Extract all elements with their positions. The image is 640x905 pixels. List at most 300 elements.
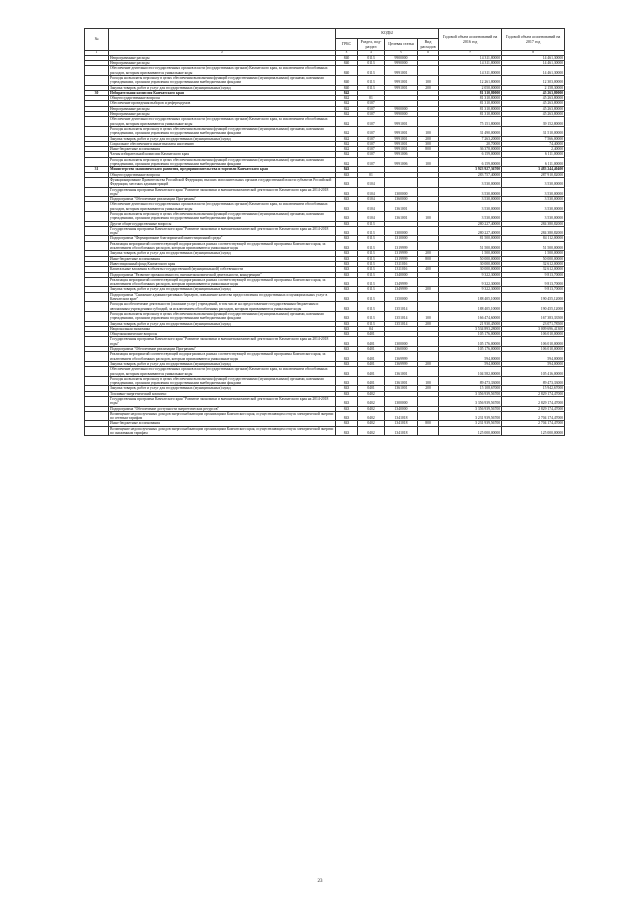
row-expense-type: [418, 396, 439, 406]
row-razdel: 0401: [358, 367, 385, 377]
row-razdel: 0113: [358, 267, 385, 272]
row-target: 1300000: [385, 396, 418, 406]
row-name: Подпрограмма "Обеспечение доступности энергетических ресурсов": [109, 406, 336, 411]
row-amount-2017: 32 612,00000: [502, 261, 565, 266]
row-amount-2016: 3 530,00000: [439, 202, 502, 212]
row-grbs: 842: [336, 126, 358, 136]
row-grbs: 843: [336, 396, 358, 406]
row-number: [85, 126, 109, 136]
row-name: Инвестиционный фонд Камчатского края: [109, 261, 336, 266]
row-number: [85, 367, 109, 377]
row-target: 1361001: [385, 376, 418, 386]
row-target: 1351014: [385, 302, 418, 312]
table-row: [85, 212, 565, 222]
row-expense-type: [418, 352, 439, 362]
row-expense-type: [418, 202, 439, 212]
row-amount-2016: 14 311,80000: [439, 61, 502, 66]
row-razdel: 0113: [358, 251, 385, 256]
row-amount-2017: 1 500,00000: [502, 251, 565, 256]
row-amount-2016: 21 930,45000: [439, 321, 502, 326]
row-name: Государственная программа Камчатского края "Развитие экономики и внешнеэкономической деятельности Камчатского края на 2014-2018 годы": [109, 396, 336, 406]
row-amount-2016: 125 000,00000: [439, 426, 502, 436]
row-razdel: 0113: [358, 272, 385, 277]
row-grbs: 842: [336, 136, 358, 141]
row-razdel: 01: [358, 96, 385, 101]
row-amount-2017: 45 263,80000: [502, 90, 565, 95]
row-razdel: 0113: [358, 261, 385, 266]
row-target: 9900000: [385, 106, 418, 111]
row-expense-type: 100: [418, 311, 439, 321]
row-target: 1311016: [385, 261, 418, 266]
index-cell: 8: [502, 51, 565, 56]
row-expense-type: [418, 117, 439, 127]
row-amount-2017: 2 158,30000: [502, 85, 565, 90]
row-razdel: 0113: [358, 311, 385, 321]
row-name: Подпрограмма "Развитие промышленности, внешнеэкономической деятельности, конкуренции": [109, 272, 336, 277]
row-amount-2017: 3 530,00000: [502, 197, 565, 202]
row-amount-2017: 106 010,00000: [502, 332, 565, 337]
row-target: 9900000: [385, 55, 418, 60]
row-name: Избирательная комиссия Камчатского края: [109, 90, 336, 95]
row-razdel: 0107: [358, 141, 385, 146]
row-amount-2016: 3 356 939,56700: [439, 391, 502, 396]
row-amount-2017: 89 473,33000: [502, 376, 565, 386]
row-target: 1340000: [385, 272, 418, 277]
row-grbs: 842: [336, 106, 358, 111]
row-amount-2016: 15 108,67000: [439, 386, 502, 391]
table-row: [85, 187, 565, 197]
table-row: [85, 66, 565, 76]
row-razdel: 0107: [358, 157, 385, 167]
row-amount-2017: 9 813,70000: [502, 272, 565, 277]
row-expense-type: 200: [418, 321, 439, 326]
row-number: [85, 177, 109, 187]
row-number: [85, 202, 109, 212]
row-razdel: 0107: [358, 136, 385, 141]
row-name: Иные бюджетные ассигнования: [109, 421, 336, 426]
row-amount-2017: 14 461,30000: [502, 55, 565, 60]
row-expense-type: [418, 302, 439, 312]
table-row: [85, 302, 565, 312]
table-row: [85, 396, 565, 406]
row-razdel: 0113: [358, 55, 385, 60]
row-grbs: 843: [336, 352, 358, 362]
row-grbs: 843: [336, 386, 358, 391]
row-number: [85, 426, 109, 436]
row-amount-2016: 89 473,33000: [439, 376, 502, 386]
row-grbs: 843: [336, 367, 358, 377]
row-razdel: 0107: [358, 147, 385, 152]
row-expense-type: 200: [418, 85, 439, 90]
page-number: 23: [317, 879, 323, 884]
row-target: 1300000: [385, 337, 418, 347]
row-number: [85, 157, 109, 167]
row-name: Подпрограмма "Снижение административных барьеров, повышение качества предоставления государственных и муниципальных услуг в Камчатском крае": [109, 292, 336, 302]
index-cell: 4: [358, 51, 385, 56]
row-name: Непрограммные расходы: [109, 55, 336, 60]
row-grbs: 840: [336, 75, 358, 85]
index-cell: 1: [85, 51, 109, 56]
row-amount-2016: 105 176,00000: [439, 332, 502, 337]
row-expense-type: 800: [418, 421, 439, 426]
row-name: Закупка товаров, работ и услуг для государственных (муниципальных) нужд: [109, 85, 336, 90]
row-amount-2017: 3 530,00000: [502, 177, 565, 187]
row-razdel: 0113: [358, 66, 385, 76]
row-name: Социальное обеспечение и иные выплаты населению: [109, 141, 336, 146]
row-expense-type: [418, 187, 439, 197]
table-row: [85, 376, 565, 386]
row-target: 1319999: [385, 251, 418, 256]
row-amount-2016: 81 310,80000: [439, 106, 502, 111]
row-amount-2017: 14 461,30000: [502, 61, 565, 66]
row-name: Обеспечение деятельности государственных органов власти (государственных органов) Камчатского края, за исключением обособленных расходов, которым присваиваются уникальные коды: [109, 66, 336, 76]
row-name: Общегосударственные вопросы: [109, 172, 336, 177]
row-razdel: 0401: [358, 337, 385, 347]
row-name: Расходы на обеспечение деятельности (оказание услуг) учреждений, в том числе на предоставление государственным бюджетным и автономным учреждениям субсидий, за исключением обособленных расходов, которым присваиваются уникальные коды: [109, 302, 336, 312]
row-expense-type: [418, 292, 439, 302]
row-grbs: 843: [336, 167, 358, 172]
row-name: Реализация мероприятий соответствующей подпрограммы в рамках соответствующей государственной программы Камчатского края, за исключением обособленных расходов, которым присваиваются уникальные коды: [109, 241, 336, 251]
row-amount-2017: 9 813,70000: [502, 277, 565, 287]
table-row: [85, 117, 565, 127]
row-expense-type: [418, 241, 439, 251]
row-amount-2016: 3 530,00000: [439, 197, 502, 202]
row-amount-2017: 9 813,70000: [502, 287, 565, 292]
row-name: Общеэкономические вопросы: [109, 332, 336, 337]
row-target: 9991006: [385, 157, 418, 167]
row-target: 9991001: [385, 147, 418, 152]
row-expense-type: [418, 66, 439, 76]
row-razdel: 0113: [358, 75, 385, 85]
row-name: Расходы на выплаты персоналу в целях обеспечения выполнения функций государственными (муниципальными) органами, казенными учреждениями, органами управления государственными внебюджетными фондами: [109, 212, 336, 222]
row-grbs: 843: [336, 347, 358, 352]
row-amount-2016: 81 310,80000: [439, 101, 502, 106]
row-grbs: 843: [336, 236, 358, 241]
row-expense-type: 100: [418, 157, 439, 167]
table-row: [85, 311, 565, 321]
row-razdel: 0107: [358, 152, 385, 157]
row-name: Закупка товаров, работ и услуг для государственных (муниципальных) нужд: [109, 386, 336, 391]
row-expense-type: 800: [418, 256, 439, 261]
row-amount-2017: 3 483 244,40400: [502, 167, 565, 172]
row-grbs: 843: [336, 332, 358, 337]
row-name: Иные бюджетные ассигнования: [109, 256, 336, 261]
table-header: [85, 29, 565, 56]
row-grbs: 843: [336, 212, 358, 222]
row-name: Закупка товаров, работ и услуг для государственных (муниципальных) нужд: [109, 287, 336, 292]
row-razdel: 0113: [358, 302, 385, 312]
row-grbs: 842: [336, 147, 358, 152]
row-number: [85, 66, 109, 76]
row-target: 1369999: [385, 352, 418, 362]
row-grbs: 843: [336, 251, 358, 256]
row-razdel: 0107: [358, 112, 385, 117]
row-amount-2017: 50 000,00000: [502, 256, 565, 261]
row-amount-2017: 3 009 696,41300: [502, 326, 565, 331]
row-number: [85, 302, 109, 312]
row-razdel: 0401: [358, 347, 385, 352]
table-row: [85, 292, 565, 302]
table-row: [85, 241, 565, 251]
row-amount-2017: 2 829 174,47000: [502, 406, 565, 411]
row-amount-2017: 284 380,82000: [502, 221, 565, 226]
row-target: 1300000: [385, 226, 418, 236]
row-number: [85, 376, 109, 386]
row-expense-type: 300: [418, 141, 439, 146]
row-number: [85, 117, 109, 127]
row-target: 1361001: [385, 367, 418, 377]
row-razdel: 0402: [358, 426, 385, 436]
row-razdel: 0113: [358, 241, 385, 251]
row-expense-type: 100: [418, 126, 439, 136]
table-row: [85, 426, 565, 436]
row-amount-2016: 50 000,00000: [439, 256, 502, 261]
row-target: 9991001: [385, 126, 418, 136]
table-body: [85, 55, 565, 436]
header-2016: Годовой объем ассигнований на 2016 год: [439, 29, 502, 51]
row-amount-2016: 20,70000: [439, 141, 502, 146]
row-amount-2017: 31 510,00000: [502, 126, 565, 136]
row-amount-2016: 6 159,00000: [439, 152, 502, 157]
row-expense-type: 200: [418, 386, 439, 391]
row-number: [85, 292, 109, 302]
row-grbs: 843: [336, 302, 358, 312]
row-name: Непрограммные расходы: [109, 61, 336, 66]
row-name: Расходы на выплаты персоналу в целях обеспечения выполнения функций государственными (муниципальными) органами, казенными учреждениями, органами управления государственными внебюджетными фондами: [109, 75, 336, 85]
table-row: [85, 226, 565, 236]
row-amount-2017: 2,40000: [502, 147, 565, 152]
row-amount-2017: 125 000,00000: [502, 426, 565, 436]
row-name: Государственная программа Камчатского края "Развитие экономики и внешнеэкономической деятельности Камчатского края на 2014-2018 годы": [109, 187, 336, 197]
row-target: [385, 177, 418, 187]
row-grbs: 843: [336, 226, 358, 236]
row-target: 1310000: [385, 236, 418, 241]
row-name: Общегосударственные вопросы: [109, 96, 336, 101]
row-amount-2017: 51 500,00000: [502, 241, 565, 251]
row-name: Министерство экономического развития, предпринимательства и торговли Камчатского края: [109, 167, 336, 172]
row-expense-type: 100: [418, 376, 439, 386]
row-name: Расходы на выплаты персоналу в целях обеспечения выполнения функций государственными (муниципальными) органами, казенными учреждениями, органами управления государственными внебюджетными фондами: [109, 311, 336, 321]
row-expense-type: 200: [418, 361, 439, 366]
header-razdel: Раздел, под-раздел: [358, 39, 385, 51]
row-expense-type: 200: [418, 251, 439, 256]
row-amount-2017: 23 071,78500: [502, 321, 565, 326]
row-amount-2017: 74,40000: [502, 141, 565, 146]
row-name: Закупка товаров, работ и услуг для государственных (муниципальных) нужд: [109, 321, 336, 326]
row-expense-type: 400: [418, 267, 439, 272]
row-amount-2016: 280 227,40000: [439, 226, 502, 236]
row-amount-2016: 14 311,80000: [439, 66, 502, 76]
row-amount-2017: 594,00000: [502, 361, 565, 366]
row-expense-type: 800: [418, 147, 439, 152]
row-amount-2016: 283 757,40000: [439, 172, 502, 177]
row-target: 9991001: [385, 75, 418, 85]
row-razdel: 0113: [358, 292, 385, 302]
row-grbs: 843: [336, 337, 358, 347]
row-amount-2017: 45 263,80000: [502, 106, 565, 111]
row-target: 9991001: [385, 136, 418, 141]
row-target: 9991001: [385, 85, 418, 90]
row-amount-2017: 106 010,00000: [502, 347, 565, 352]
row-amount-2016: 81 310,80000: [439, 112, 502, 117]
row-amount-2016: 3 356 939,56700: [439, 396, 502, 406]
table-row: [85, 352, 565, 362]
row-grbs: 843: [336, 411, 358, 421]
row-amount-2016: 9 322,30000: [439, 272, 502, 277]
row-name: Подпрограмма "Обеспечение реализации Программы": [109, 197, 336, 202]
row-target: 1349999: [385, 277, 418, 287]
row-amount-2016: 30 000,00000: [439, 261, 502, 266]
row-amount-2016: 104 582,00000: [439, 367, 502, 377]
row-amount-2016: 166 474,60000: [439, 311, 502, 321]
row-name: Члены избирательной комиссии Камчатского края: [109, 152, 336, 157]
row-amount-2017: 284 380,82000: [502, 226, 565, 236]
row-expense-type: [418, 277, 439, 287]
row-amount-2017: 2 704 174,47000: [502, 411, 565, 421]
row-grbs: 843: [336, 272, 358, 277]
table-row: [85, 202, 565, 212]
row-name: Реализация мероприятий соответствующей подпрограммы в рамках соответствующей государственной программы Камчатского края, за исключением обособленных расходов, которым присваиваются уникальные коды: [109, 352, 336, 362]
row-expense-type: 200: [418, 136, 439, 141]
row-grbs: 842: [336, 96, 358, 101]
row-grbs: 843: [336, 406, 358, 411]
row-target: 9991006: [385, 152, 418, 157]
row-grbs: 840: [336, 66, 358, 76]
row-target: 1361001: [385, 386, 418, 391]
row-expense-type: [418, 337, 439, 347]
row-razdel: 0113: [358, 287, 385, 292]
row-grbs: 840: [336, 55, 358, 60]
row-amount-2017: 105 416,00000: [502, 367, 565, 377]
row-name: Обеспечение деятельности государственных органов власти (государственных органов) Камчатского края, за исключением обособленных расходов, которым присваиваются уникальные коды: [109, 202, 336, 212]
row-razdel: 0402: [358, 396, 385, 406]
row-target: 9991001: [385, 117, 418, 127]
row-grbs: 843: [336, 187, 358, 197]
row-amount-2016: 12 261,80000: [439, 75, 502, 85]
row-amount-2016: 81 310,80000: [439, 90, 502, 95]
row-amount-2017: 190 455,12000: [502, 302, 565, 312]
row-grbs: 843: [336, 267, 358, 272]
row-amount-2017: 39 152,80000: [502, 117, 565, 127]
row-target: 1350000: [385, 292, 418, 302]
row-amount-2017: 190 455,12000: [502, 292, 565, 302]
row-razdel: 0104: [358, 212, 385, 222]
row-amount-2016: 6 159,00000: [439, 157, 502, 167]
header-grbs: ГРБС: [336, 39, 358, 51]
row-target: 1351014: [385, 321, 418, 326]
row-expense-type: [418, 426, 439, 436]
row-razdel: 0107: [358, 126, 385, 136]
row-grbs: 843: [336, 376, 358, 386]
row-amount-2017: 84 112,00000: [502, 236, 565, 241]
row-razdel: 0104: [358, 187, 385, 197]
table-row: [85, 367, 565, 377]
row-amount-2016: 3 530,00000: [439, 177, 502, 187]
row-number: [85, 277, 109, 287]
row-grbs: 843: [336, 241, 358, 251]
row-target: 1311016: [385, 267, 418, 272]
row-name: Возмещение недополученных доходов энергоснабжающим организациям Камчатского края, осуществляющим отпуск электрической энергии по сниженным тарифам: [109, 426, 336, 436]
row-grbs: 843: [336, 256, 358, 261]
row-target: 9991001: [385, 66, 418, 76]
row-amount-2016: 3 534 893,28000: [439, 326, 502, 331]
row-amount-2016: 3 231 939,56700: [439, 411, 502, 421]
index-cell: 2: [109, 51, 336, 56]
row-target: 1341018: [385, 411, 418, 421]
row-number: [85, 75, 109, 85]
row-grbs: 842: [336, 101, 358, 106]
row-target: 1361001: [385, 212, 418, 222]
row-name: Реализация мероприятий соответствующей подпрограммы в рамках соответствующей государственной программы Камчатского края, за исключением обособленных расходов, которым присваиваются уникальные коды: [109, 277, 336, 287]
header-2017: Годовой объем ассигнований на 2017 год: [502, 29, 565, 51]
document-page: [84, 28, 564, 436]
row-amount-2017: 15 942,67000: [502, 386, 565, 391]
row-target: 1341018: [385, 426, 418, 436]
row-target: 9991001: [385, 141, 418, 146]
row-amount-2016: 188 405,10000: [439, 292, 502, 302]
row-expense-type: [418, 367, 439, 377]
row-razdel: 0402: [358, 406, 385, 411]
row-grbs: 843: [336, 326, 358, 331]
row-grbs: 843: [336, 261, 358, 266]
row-amount-2017: 6 111,00000: [502, 152, 565, 157]
row-razdel: 0107: [358, 101, 385, 106]
row-razdel: 0107: [358, 106, 385, 111]
row-target: 1319999: [385, 241, 418, 251]
row-grbs: 843: [336, 321, 358, 326]
row-expense-type: 100: [418, 212, 439, 222]
row-target: 1341018: [385, 421, 418, 426]
row-amount-2016: 51 500,00000: [439, 241, 502, 251]
row-razdel: 0401: [358, 361, 385, 366]
row-name: Закупка товаров, работ и услуг для государственных (муниципальных) нужд: [109, 251, 336, 256]
row-expense-type: 200: [418, 287, 439, 292]
row-razdel: 0113: [358, 61, 385, 66]
row-expense-type: [418, 411, 439, 421]
row-grbs: 843: [336, 172, 358, 177]
row-amount-2016: 9 322,30000: [439, 287, 502, 292]
row-amount-2017: 14 461,30000: [502, 66, 565, 76]
row-expense-type: [418, 226, 439, 236]
row-name: Иные бюджетные ассигнования: [109, 147, 336, 152]
row-razdel: 0107: [358, 117, 385, 127]
row-amount-2016: 3 923 927,36700: [439, 167, 502, 172]
row-number: 31: [85, 167, 109, 172]
row-name: Топливно-энергетический комплекс: [109, 391, 336, 396]
row-name: Непрограммные расходы: [109, 106, 336, 111]
index-cell: 7: [439, 51, 502, 56]
row-razdel: 0401: [358, 352, 385, 362]
row-amount-2016: 36 378,00000: [439, 147, 502, 152]
row-number: [85, 411, 109, 421]
table-row: [85, 157, 565, 167]
row-amount-2016: 3 530,00000: [439, 212, 502, 222]
table-row: [85, 177, 565, 187]
row-amount-2017: 7 566,00000: [502, 136, 565, 141]
row-amount-2017: 45 263,80000: [502, 112, 565, 117]
row-name: Закупка товаров, работ и услуг для государственных (муниципальных) нужд: [109, 136, 336, 141]
row-expense-type: [418, 177, 439, 187]
row-razdel: 0104: [358, 197, 385, 202]
index-cell: 6: [418, 51, 439, 56]
header-number: №: [85, 29, 109, 51]
row-razdel: 0104: [358, 202, 385, 212]
row-amount-2016: 3 231 939,56700: [439, 421, 502, 426]
row-razdel: 0113: [358, 256, 385, 261]
row-amount-2016: 14 311,80000: [439, 55, 502, 60]
row-grbs: 842: [336, 112, 358, 117]
row-target: 1360000: [385, 347, 418, 352]
